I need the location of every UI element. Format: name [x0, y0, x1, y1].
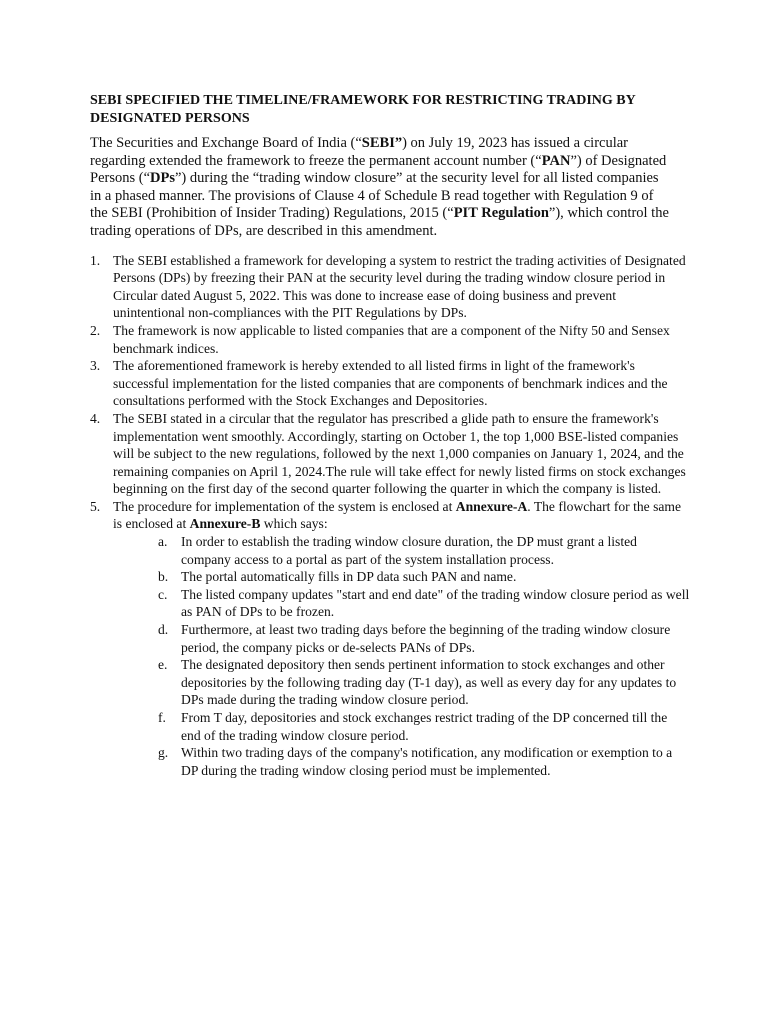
intro-text-1: The Securities and Exchange Board of India (“ [90, 135, 362, 151]
document-page [90, 92, 690, 779]
sublist-letter: a. [158, 534, 168, 550]
annexure-a-label: Annexure-A [455, 498, 528, 514]
sublist-item-text: The designated depository then sends pertinent information to stock exchanges and other depositories by the following trading day (T-1 day), as well as every day for any updates to DPs made during the trading window closure period. [181, 657, 677, 708]
intro-text-3: ”) of Designated Persons (“ [90, 152, 667, 187]
intro-text-5: ”), which control the trading operations of DPs, are described in this amendment. [90, 205, 669, 239]
sublist-letter: e. [158, 657, 168, 673]
list-item-text: which says: [260, 516, 328, 532]
list-number: 2. [90, 322, 101, 338]
sublist-letter: f. [158, 710, 166, 725]
list-item-text: The SEBI established a framework for developing a system to restrict the trading activities of Designated Persons (DPs) by freezing their PAN at the security level during the trading window closure period in Circular dated August 5, 2022. This was done to increase ease of doing business and prevent unintentional non-compliances with the PIT Regulations by DPs. [113, 252, 686, 321]
lettered-sublist [113, 533, 690, 779]
list-item-text: The procedure for implementation of the system is enclosed at [113, 498, 456, 514]
list-item-text: The aforementioned framework is hereby extended to all listed firms in light of the framework's successful implementation for the listed companies that are components of benchmark indices and the consultations performed with the Stock Exchanges and Depositories. [113, 358, 668, 409]
list-number: 3. [90, 358, 101, 374]
sublist-item-c [158, 586, 690, 621]
intro-bold-dps: DPs [150, 170, 175, 187]
document-title: SEBI SPECIFIED THE TIMELINE/FRAMEWORK FOR RESTRICTING TRADING BY DESIGNATED PERSONS [90, 93, 636, 126]
intro-text-4: ”) during the “trading window closure” at the security level for all listed companies in a phased manner. The provisions of Clause 4 of Schedule B read together with Regulation 9 of the SEBI (Prohibition of Insider Trading) Regulations, 2015 (“ [90, 170, 659, 222]
sublist-letter: c. [158, 586, 168, 602]
sublist-item-b [158, 568, 690, 586]
intro-paragraph [90, 135, 670, 241]
intro-bold-pan: PAN [541, 152, 571, 169]
list-item-text: . The flowchart for the same is enclosed at [113, 498, 682, 532]
annexure-b-label: Annexure-B [189, 516, 261, 532]
list-item-2 [90, 322, 690, 357]
sublist-letter: g. [158, 745, 169, 761]
sublist-item-g [158, 744, 690, 779]
intro-bold-pit: PIT Regulation [453, 205, 549, 222]
list-item-3 [90, 357, 690, 410]
sublist-item-text: The listed company updates "start and end date" of the trading window closure period as well as PAN of DPs to be frozen. [181, 586, 690, 620]
sublist-item-text: Furthermore, at least two trading days before the beginning of the trading window closure period, the company picks or de-selects PANs of DPs. [181, 622, 671, 655]
numbered-list [90, 252, 690, 780]
list-number: 5. [90, 498, 101, 514]
sublist-item-a [158, 533, 690, 568]
sublist-letter: d. [158, 622, 169, 638]
sublist-item-e [158, 656, 690, 709]
list-item-1 [90, 252, 690, 322]
sublist-item-d [158, 621, 690, 656]
sublist-item-text: In order to establish the trading window closure duration, the DP must grant a listed company access to a portal as part of the system installation process. [181, 534, 637, 567]
intro-bold-sebi: SEBI” [361, 135, 403, 151]
sublist-item-text: Within two trading days of the company's notification, any modification or exemption to a DP during the trading window closing period must be implemented. [181, 745, 673, 778]
list-number: 4. [90, 410, 101, 426]
intro-text-2: ) on July 19, 2023 has issued a circular regarding extended the framework to freeze the permanent account number (“ [90, 135, 629, 169]
list-item-5 [90, 498, 690, 780]
list-item-text: The framework is now applicable to listed companies that are a component of the Nifty 50 and Sensex benchmark indices. [113, 322, 670, 356]
list-number: 1. [90, 252, 101, 268]
sublist-item-text: The portal automatically fills in DP data such PAN and name. [181, 569, 517, 585]
sublist-letter: b. [158, 569, 169, 585]
list-item-4 [90, 410, 690, 498]
sublist-item-text: From T day, depositories and stock exchanges restrict trading of the DP concerned till the end of the trading window closure period. [181, 710, 668, 743]
sublist-item-f [158, 709, 690, 744]
list-item-text: The SEBI stated in a circular that the regulator has prescribed a glide path to ensure the framework's implementation went smoothly. Accordingly, starting on October 1, the top 1,000 BSE-listed companies will be subject to the new regulations, followed by the next 1,000 companies on January 1, 2024, and the remaining companies on April 1, 2024.The rule will take effect for newly listed firms on stock exchanges beginning on the first day of the second quarter following the quarter in which the company is listed. [113, 410, 686, 497]
